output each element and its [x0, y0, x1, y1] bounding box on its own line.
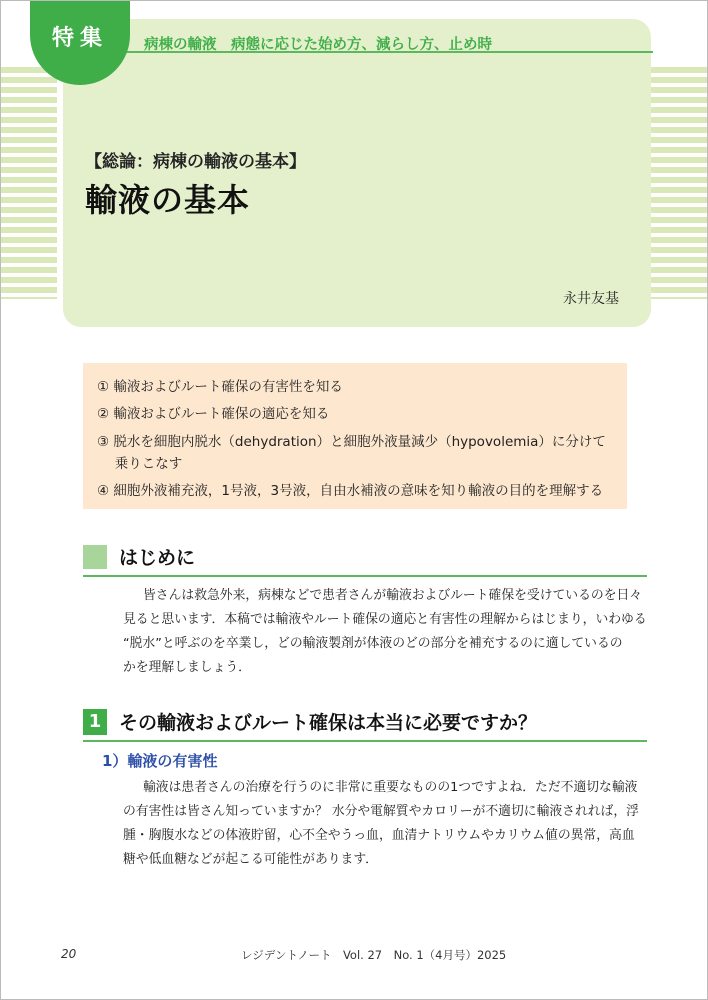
feature-badge-label: 特集	[51, 26, 108, 51]
intro-line: “脱水”と呼ぶのを卒業し，どの輸液製剤が体液のどの部分を補充するのに適しているの	[123, 636, 623, 651]
body-line: 腫・胸腹水などの体液貯留，心不全やうっ血，血清ナトリウムやカリウム値の異常，高血	[123, 828, 635, 843]
decorative-stripes-left	[1, 67, 57, 299]
objective-item: ④ 細胞外液補充液，1号液，3号液，自由水補液の意味を知り輸液の目的を理解する	[97, 483, 604, 499]
subsection-heading: 1）輸液の有害性	[102, 752, 218, 770]
intro-line: かを理解しましょう．	[123, 660, 251, 675]
intro-heading-text: はじめに	[119, 547, 196, 569]
intro-line: 見ると思います．本稿では輸液やルート確保の適応と有害性の理解からはじまり，いわゆる	[123, 612, 647, 627]
body-line: 輸液は患者さんの治療を行うのに非常に重要なものの1つですよね．ただ不適切な輸液	[143, 780, 638, 795]
learning-objectives-box	[83, 363, 627, 509]
series-title: 病棟の輸液 病態に応じた始め方、減らし方、止め時	[144, 37, 492, 53]
section-number: 1	[83, 709, 107, 735]
author-name: 永井友基	[563, 291, 619, 307]
article-subtitle: 【総論：病棟の輸液の基本】	[85, 152, 306, 172]
heading-underline	[83, 740, 647, 742]
square-bullet-icon	[83, 545, 107, 569]
decorative-stripes-right	[651, 67, 707, 299]
journal-info: レジデントノート Vol. 27 No. 1（4月号）2025	[241, 948, 507, 962]
intro-heading	[83, 543, 647, 573]
body-line: 糖や低血糖などが起こる可能性があります．	[123, 852, 378, 867]
heading-underline	[83, 575, 647, 577]
section-1-heading	[83, 708, 647, 738]
objective-item-continuation: 乗りこなす	[97, 456, 183, 472]
article-title: 輸液の基本	[85, 181, 251, 219]
objective-item: ② 輸液およびルート確保の適応を知る	[97, 406, 330, 422]
title-panel	[63, 19, 651, 327]
page-number: 20	[61, 947, 77, 961]
section-1-heading-text: その輸液およびルート確保は本当に必要ですか？	[119, 712, 538, 734]
objective-item: ③ 脱水を細胞内脱水（dehydration）と細胞外液量減少（hypovolemia）に分けて	[97, 434, 606, 450]
objective-item: ① 輸液およびルート確保の有害性を知る	[97, 379, 343, 395]
intro-line: 皆さんは救急外来，病棟などで患者さんが輸液およびルート確保を受けているのを日々	[143, 588, 643, 603]
body-line: の有害性は皆さん知っていますか？ 水分や電解質やカロリーが不適切に輸液されれば，浮	[123, 804, 639, 819]
